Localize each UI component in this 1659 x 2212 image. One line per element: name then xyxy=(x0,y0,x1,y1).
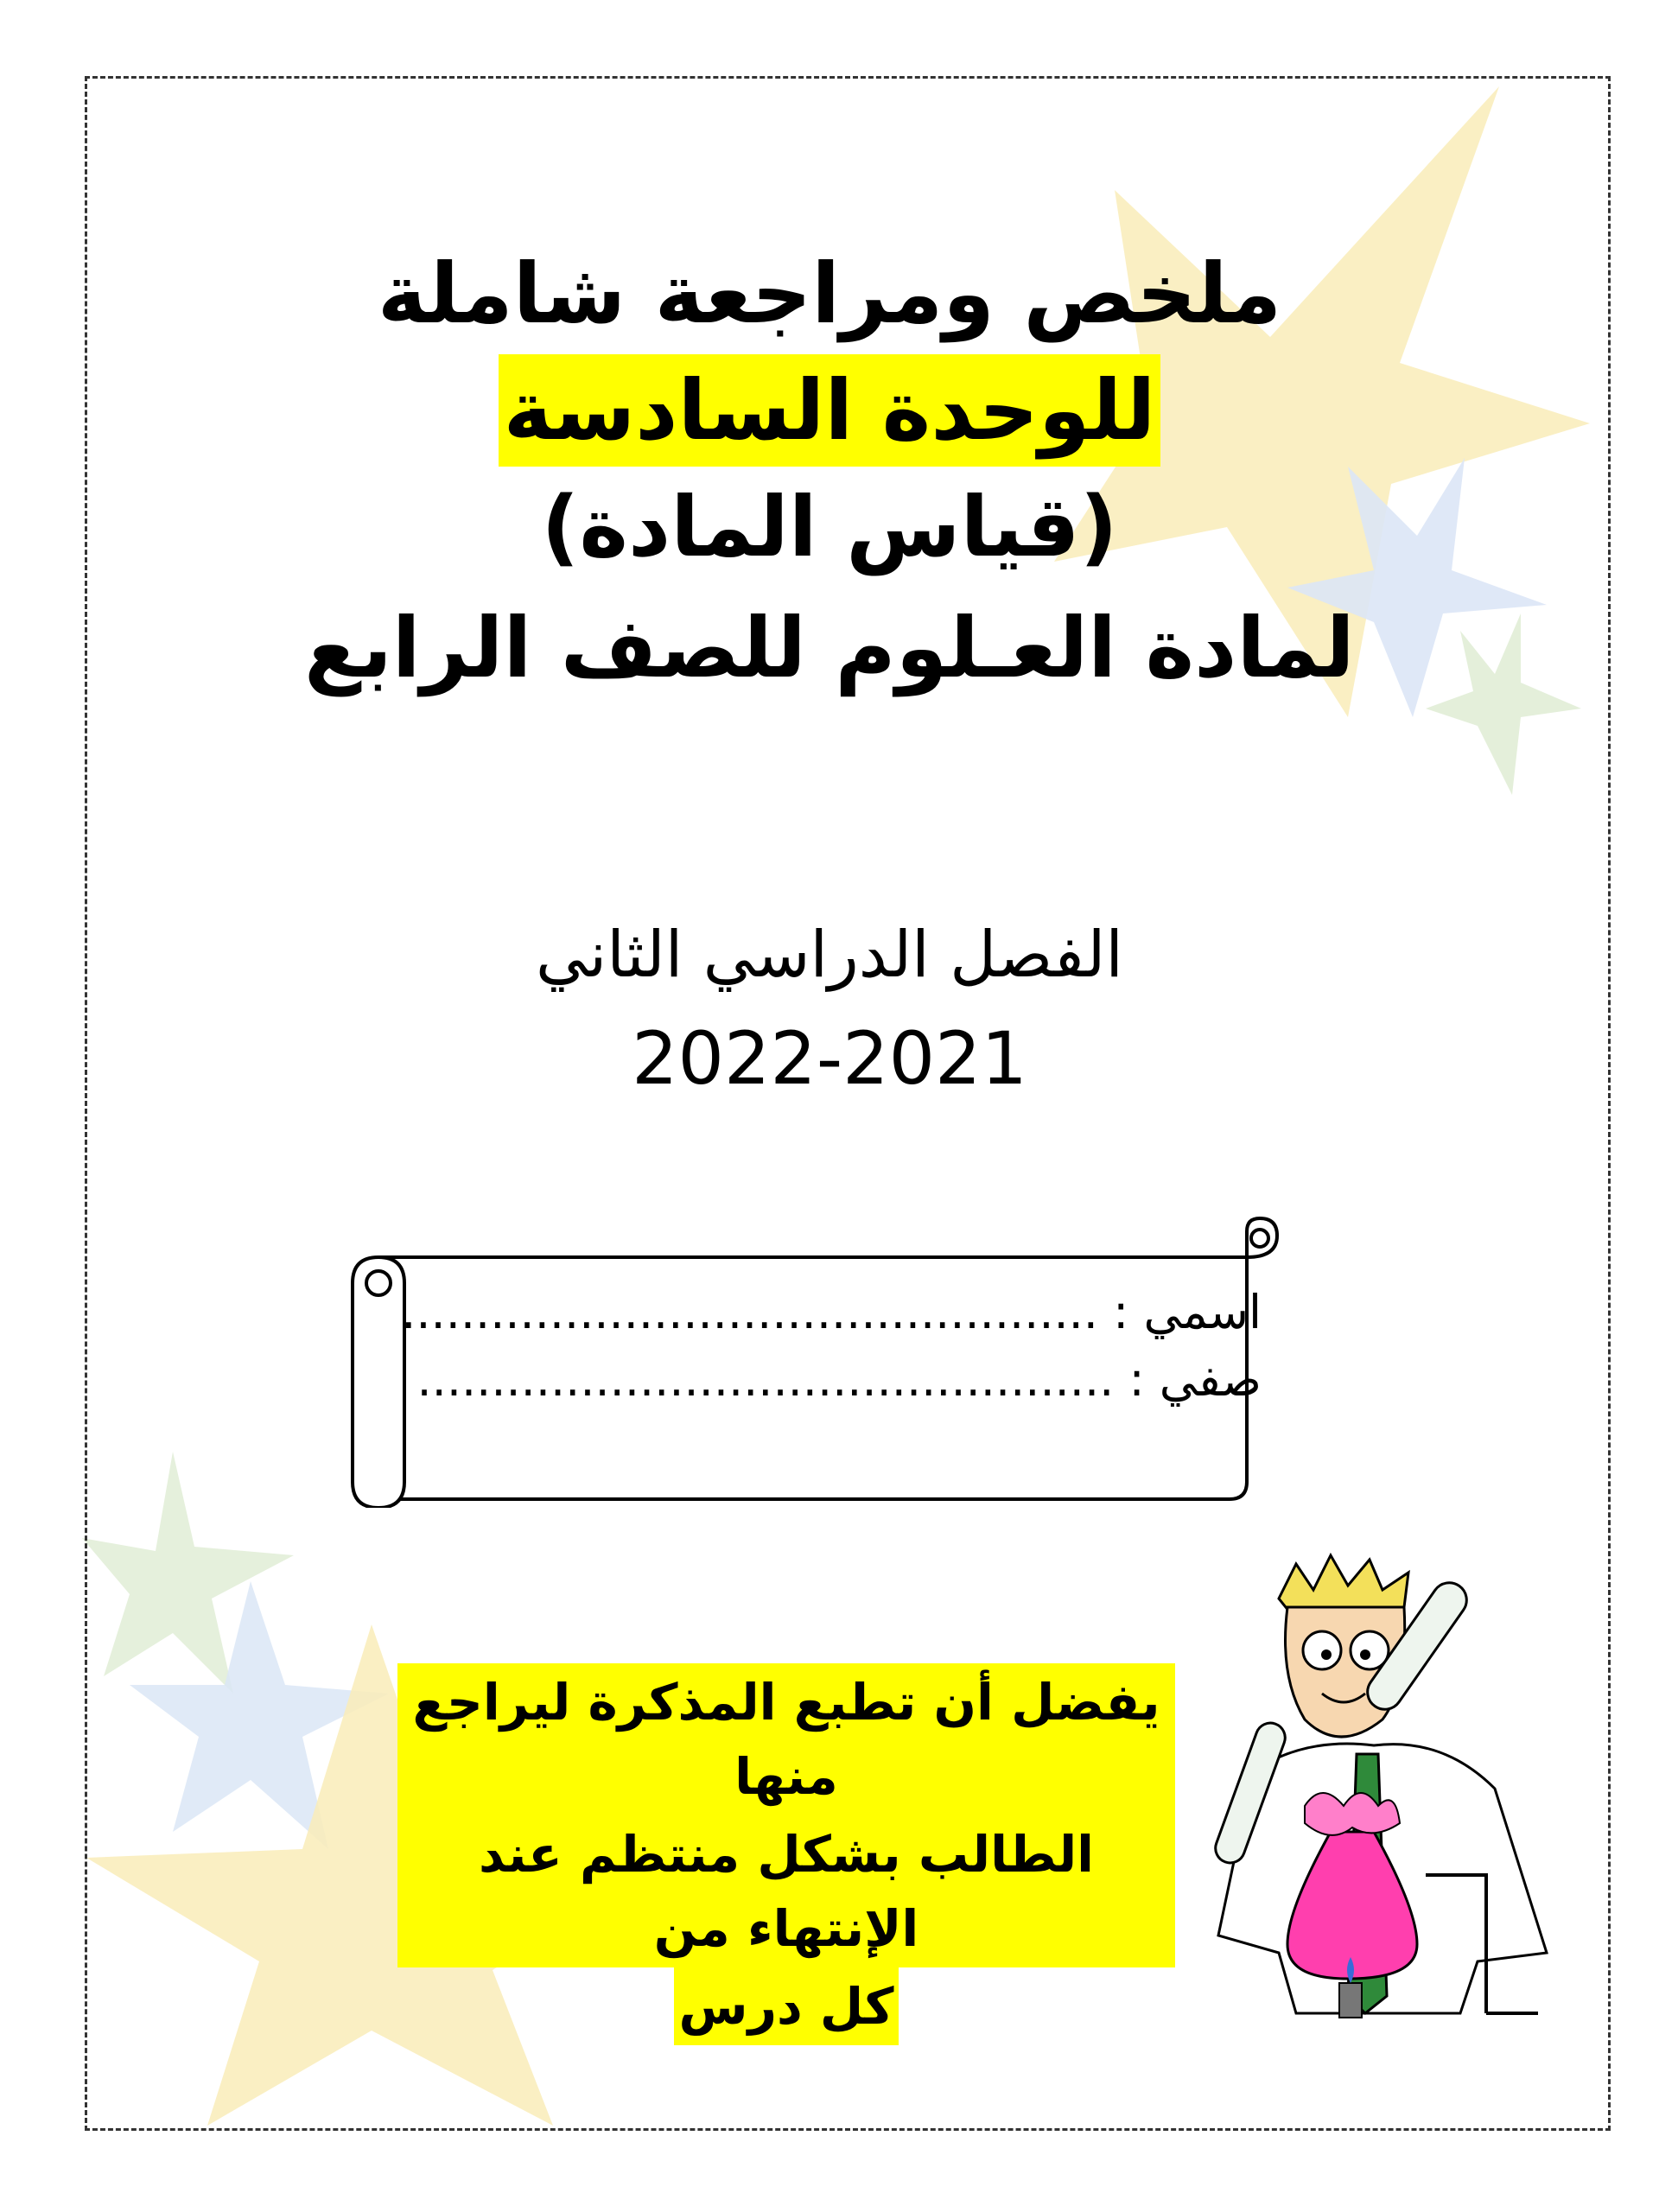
student-info xyxy=(401,1279,1262,1414)
scientist-with-flask-icon xyxy=(1201,1547,1564,2031)
semester-label: الفصل الدراسي الثاني xyxy=(536,918,1123,992)
name-field[interactable]: ............................................... xyxy=(401,1285,1098,1339)
title-line-1: ملخص ومراجعة شاملة xyxy=(377,245,1282,342)
scientist-pupil-right xyxy=(1360,1649,1370,1660)
title-line-topic: (قياس المادة) xyxy=(541,479,1118,575)
scroll-right-curl xyxy=(1251,1230,1268,1247)
academic-year: 2022-2021 xyxy=(632,1016,1027,1101)
class-row xyxy=(406,1346,1262,1414)
name-label: اسمي : xyxy=(1113,1285,1262,1339)
title-block xyxy=(259,233,1400,709)
class-label: صفي : xyxy=(1128,1352,1262,1407)
scientist-glasses-left xyxy=(1303,1631,1341,1669)
class-field[interactable]: ............................................... xyxy=(416,1352,1115,1407)
note-line-1: يفضل أن تطبع المذكرة ليراجع منها xyxy=(397,1663,1175,1815)
title-line-unit: للوحدة السادسة xyxy=(499,354,1161,467)
print-note xyxy=(397,1663,1175,2045)
title-line-subject: لمادة العـلوم للصف الرابع xyxy=(304,600,1355,696)
note-line-2: الطالب بشكل منتظم عند الإنتهاء من xyxy=(397,1815,1175,1967)
burner xyxy=(1339,1983,1362,2018)
name-row xyxy=(401,1279,1262,1346)
scroll-left-curl xyxy=(366,1271,391,1295)
note-line-3: كل درس xyxy=(674,1967,899,2045)
scientist-pupil-left xyxy=(1321,1649,1332,1660)
